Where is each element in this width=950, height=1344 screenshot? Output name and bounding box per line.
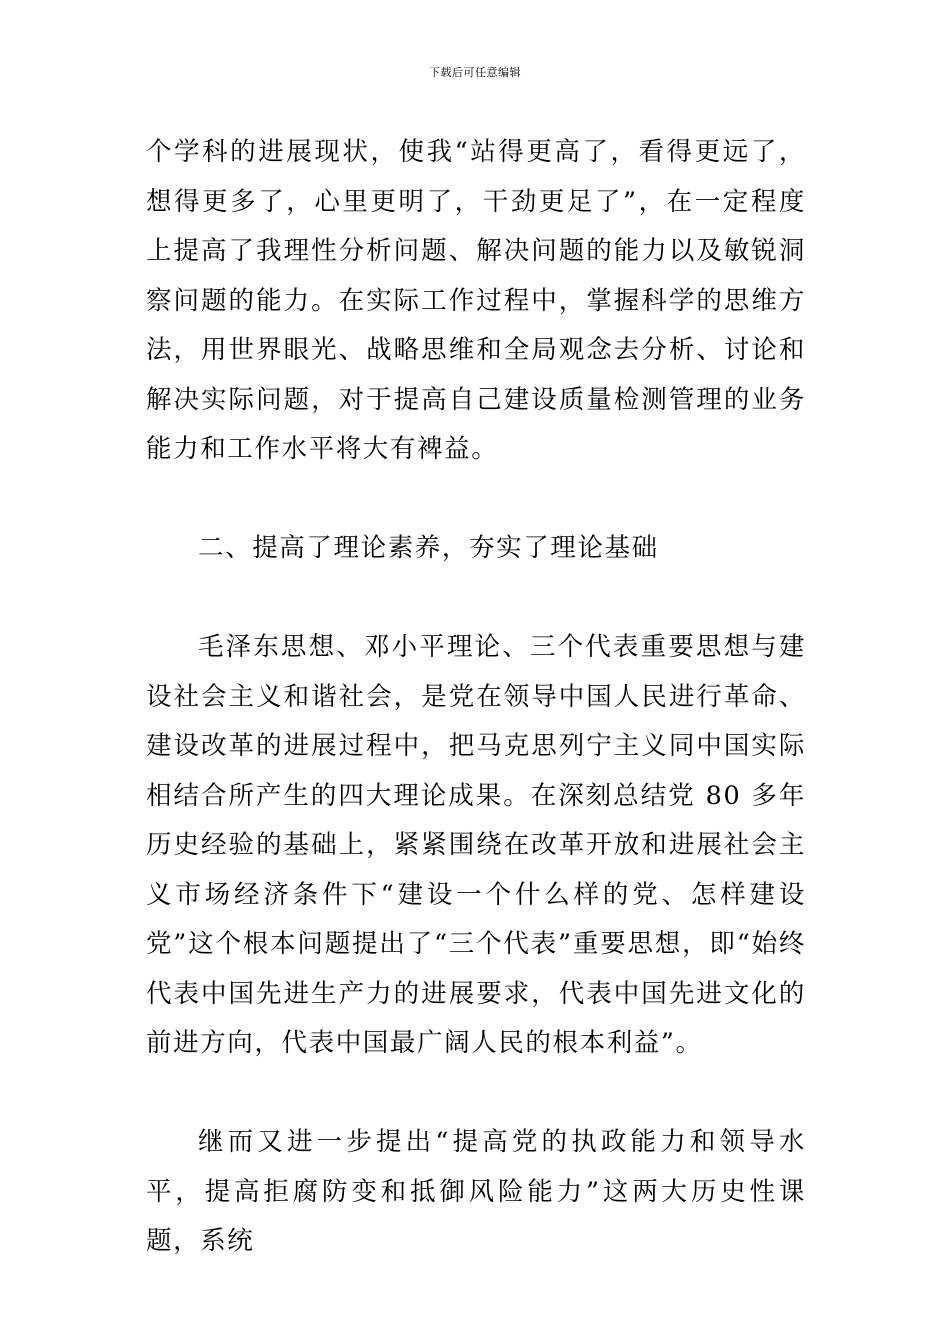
- paragraph-gap: [146, 1069, 806, 1119]
- document-body: [146, 128, 806, 1267]
- section-heading: 二、提高了理论素养，夯实了理论基础: [198, 533, 659, 563]
- paragraph: 继而又进一步提出“提高党的执政能力和领导水平，提高拒腐防变和抵御风险能力”这两大历史性课题，系统: [146, 1127, 806, 1256]
- paragraph-gap: [146, 475, 806, 525]
- paragraph-continuation: 个学科的进展现状，使我“站得更高了，看得更远了，想得更多了，心里更明了，干劲更足了”，在一定程度上提高了我理性分析问题、解决问题的能力以及敏锐洞察问题的能力。在实际工作过程中，掌握科学的思维方法，用世界眼光、战略思维和全局观念去分析、讨论和解决实际问题，对于提高自己建设质量检测管理的业务能力和工作水平将大有裨益。: [146, 137, 806, 464]
- page-header: 下载后可任意编辑: [429, 66, 521, 79]
- paragraph: 毛泽东思想、邓小平理论、三个代表重要思想与建设社会主义和谐社会，是党在领导中国人民进行革命、建设改革的进展过程中，把马克思列宁主义同中国实际相结合所产生的四大理论成果。在深刻总结党 80 多年历史经验的基础上，紧紧围绕在改革开放和进展社会主义市场经济条件下“建设一个什么样的党、怎样建设党”这个根本问题提出了“三个代表”重要思想，即“始终代表中国先进生产力的进展要求，代表中国先进文化的前进方向，代表中国最广阔人民的根本利益”。: [146, 632, 806, 1058]
- paragraph-gap: [146, 574, 806, 624]
